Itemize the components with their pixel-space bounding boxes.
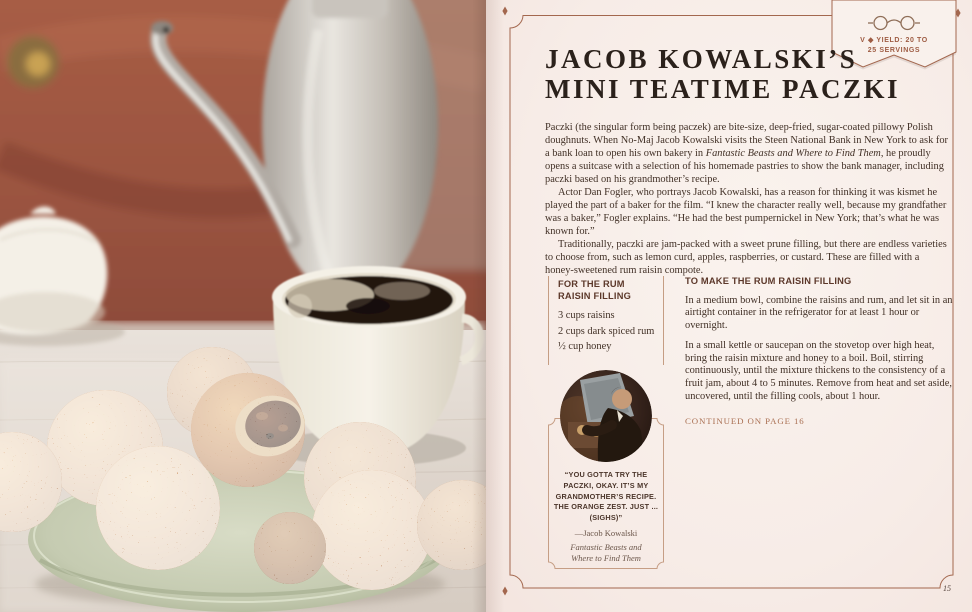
quote-attribution: —Jacob Kowalski	[574, 528, 638, 538]
intro-text	[545, 121, 948, 277]
continued-note: CONTINUED ON PAGE 16	[685, 415, 805, 426]
recipe-title-line-1: JACOB KOWALSKI’S	[545, 44, 858, 74]
intro-p1-text: Paczki (the singular form being paczek) are bite-size, deep-fried, sugar-coated pillowy Polish doughnuts. When No-Maj Jacob Kowalski visits the Steen National Bank in New York to ask for a bank loan to open his own bakery in	[545, 122, 948, 159]
instruction-step: In a medium bowl, combine the raisins and rum, and let sit in an airtight container in the refrigerator for at least 1 hour or overnight.	[685, 294, 953, 332]
instructions-section	[685, 276, 955, 426]
quote-text: “YOU GOTTA TRY THE PACZKI, OKAY. IT’S MY GRANDMOTHER’S RECIPE. THE ORANGE ZEST. JUST ... (SIGHS)”	[553, 470, 659, 523]
quote-source	[548, 542, 664, 563]
intro-p1-title-italic: Fantastic Beasts and Where to Find Them	[705, 148, 881, 159]
instruction-step: In a small kettle or saucepan on the stovetop over high heat, bring the raisin mixture and honey to a boil. Boil, stirring continuously, until the mixture thickens to the consistency of a fruit jam, about 4 to 5 minutes. Remove from heat and set aside, uncovered, until the filling cools, about 1 hour.	[685, 339, 952, 403]
diamond-icon	[502, 587, 507, 596]
ingredients-list	[558, 308, 659, 355]
intro-p1-text-end: , he proudly opens a suitcase with a selection of his homemade pastries to show the bank manager, including paczki based on his grandmother’s recipe.	[545, 148, 944, 185]
ingredients-section	[548, 276, 664, 365]
yield-line-2: 25 SERVINGS	[867, 47, 921, 54]
diamond-icon	[502, 7, 507, 16]
intro-paragraph-3: Traditionally, paczki are jam-packed with a sweet prune filling, but there are endless varieties to choose from, such as lemon curd, apples, raspberries, or custard. These are filled with a honey-sweetened rum raisin compote.	[545, 239, 947, 276]
instructions-header: TO MAKE THE RUM RAISIN FILLING	[685, 276, 852, 286]
recipe-page	[486, 0, 972, 612]
intro-paragraph-2: Actor Dan Fogler, who portrays Jacob Kowalski, has a reason for thinking it was kismet he played the part of a baker for the film. “I knew the character really well, because my grandfather was a baker,” Fogler explains. “He had the best pumpernickel in New York; that’s what he was known for.”	[545, 187, 947, 237]
yield-line-1: V ◆ YIELD: 20 TO	[860, 37, 928, 44]
page-number: 15	[943, 584, 951, 593]
quote-box	[548, 370, 664, 572]
recipe-title-line-2: MINI TEATIME PACZKI	[545, 74, 901, 104]
quote-source-line-2: Where to Find Them	[571, 552, 641, 563]
recipe-title	[545, 44, 900, 104]
jacob-kowalski-portrait	[560, 370, 652, 462]
gutter-shade	[472, 0, 486, 612]
ingredient-item: ½ cup honey	[558, 341, 612, 352]
intro-paragraph-1	[545, 121, 948, 186]
ingredient-item: 3 cups raisins	[558, 310, 615, 321]
quote-source-line-1: Fantastic Beasts and	[570, 542, 642, 552]
ingredients-header: FOR THE RUM RAISIN FILLING	[558, 279, 632, 301]
ingredient-item: 2 cups dark spiced rum	[558, 325, 655, 337]
